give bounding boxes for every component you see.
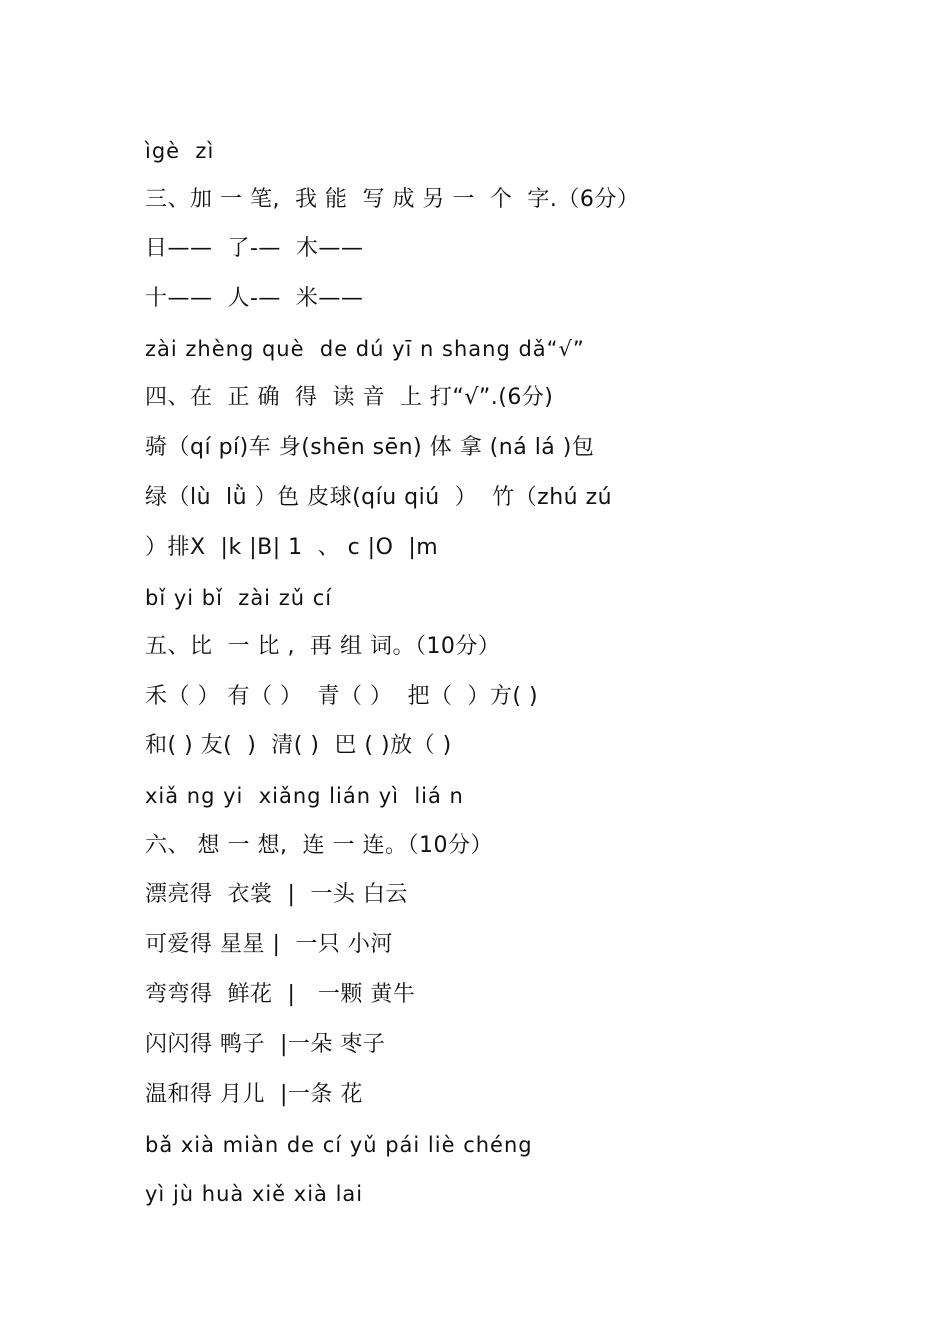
matching-row: 闪闪得 鸭子 |一朵 枣子 [145,1032,386,1057]
section-four-heading: 四、在 正 确 得 读 音 上 打“√”.(6分) [145,385,554,410]
section-six-heading: 六、 想 一 想, 连 一 连。（10分） [145,833,493,858]
pinyin-line-4: xiǎ ng yi xiǎng lián yì liá n [145,784,464,808]
matching-row: 可爱得 星星 | 一只 小河 [145,932,393,957]
section-five-heading: 五、比 一 比 , 再 组 词。（10分） [145,634,501,659]
exercise-line: 绿（lù lǜ ）色 皮球(qíu qiú ） 竹（zhú zú [145,485,613,510]
pinyin-line-6: yì jù huà xiě xià lai [145,1182,364,1206]
exercise-line: 日—— 了-— 木—— [145,236,364,261]
exercise-line: 骑（qí pí)车 身(shēn sēn) 体 拿 (ná lá )包 [145,435,595,460]
exercise-line: ）排X |k |B| 1 、 c |O |m [145,535,439,560]
section-three-heading: 三、加 一 笔, 我 能 写 成 另 一 个 字.（6分） [145,187,640,212]
matching-row: 漂亮得 衣裳 | 一头 白云 [145,882,408,907]
matching-row: 弯弯得 鲜花 | 一颗 黄牛 [145,982,416,1007]
matching-row: 温和得 月儿 |一条 花 [145,1082,363,1107]
exercise-line: 禾（ ） 有（ ） 青（ ） 把（ ）方( ) [145,684,539,709]
pinyin-line-5: bǎ xià miàn de cí yǔ pái liè chéng [145,1133,533,1157]
exercise-line: 和( ) 友( ) 清( ) 巴 ( )放（ ) [145,733,452,758]
pinyin-line-1: ìgè zì [145,139,215,163]
exercise-line: 十—— 人-— 米—— [145,286,364,311]
pinyin-line-2: zài zhèng què de dú yī n shang dǎ“√” [145,337,585,361]
pinyin-line-3: bǐ yi bǐ zài zǔ cí [145,586,333,610]
